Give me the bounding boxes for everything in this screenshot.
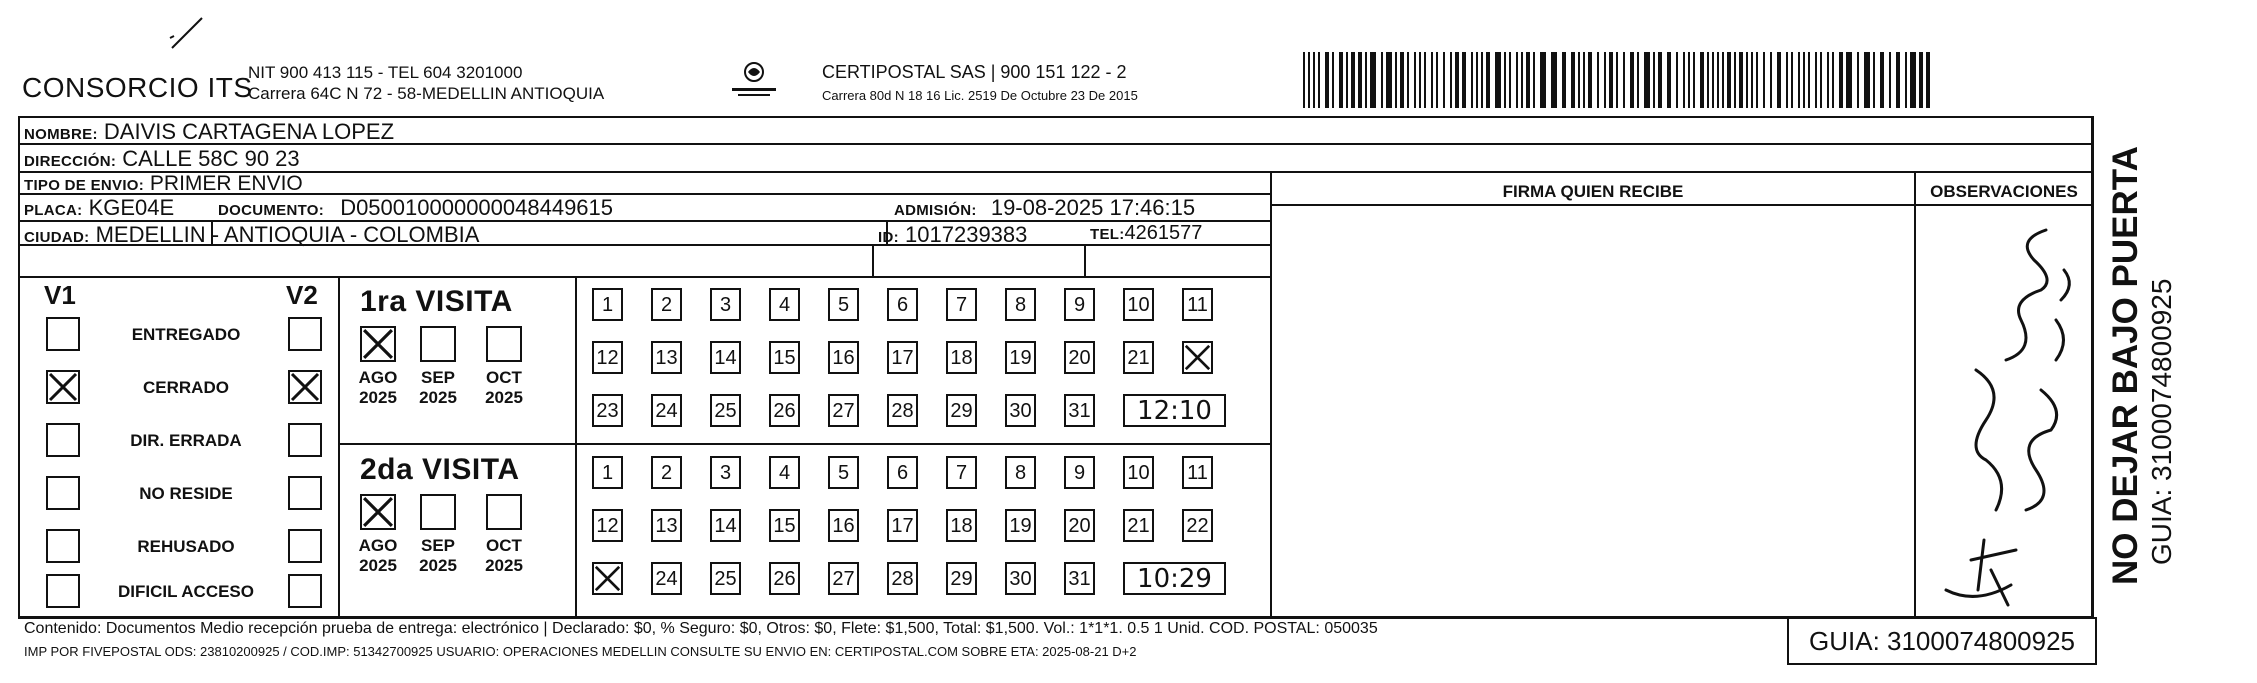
barcode-bar: [1424, 52, 1426, 108]
firma-header: FIRMA QUIEN RECIBE: [1502, 182, 1684, 201]
visita1-day-box[interactable]: 7: [946, 288, 977, 321]
footer-imp: IMP POR FIVEPOSTAL ODS: 23810200925 / COD.IMP: 51342700925 USUARIO: OPERACIONES MEDELLIN CONSULTE SU ENVIO EN: CERTIPOSTAL.COM SOBRE ETA: 2025-08-21 D+2: [24, 644, 1137, 659]
barcode-bar: [1832, 52, 1834, 108]
x-mark-icon: [362, 496, 394, 528]
admision-value: 19-08-2025 17:46:15: [990, 195, 1196, 220]
status-label: REHUSADO: [137, 537, 235, 556]
barcode-bar: [1495, 52, 1501, 108]
pen-mark: [168, 14, 208, 54]
barcode-bar: [1857, 52, 1859, 108]
visita2-day-box[interactable]: 28: [887, 562, 918, 595]
barcode-bar: [1873, 52, 1875, 108]
visita2-day-box[interactable]: 1: [592, 456, 623, 489]
side-guia: GUIA: 3100074800925: [2146, 278, 2177, 565]
certipostal-line2: Carrera 80d N 18 16 Lic. 2519 De Octubre 23 De 2015: [822, 88, 1138, 103]
visita2-day-box[interactable]: 24: [651, 562, 682, 595]
barcode-bar: [1504, 52, 1506, 108]
barcode-bar: [1777, 52, 1781, 108]
visita1-day-box[interactable]: 9: [1064, 288, 1095, 321]
barcode-bar: [1551, 52, 1557, 108]
visita2-day-box[interactable]: 20: [1064, 509, 1095, 542]
x-mark-icon: [48, 372, 78, 402]
visita1-day-box[interactable]: 18: [946, 341, 977, 374]
id-label: ID:: [878, 229, 899, 246]
v1-label: V1: [44, 280, 76, 310]
visita1-day-box[interactable]: 20: [1064, 341, 1095, 374]
barcode-bar: [1526, 52, 1530, 108]
visita2-day-box[interactable]: 12: [592, 509, 623, 542]
v1-checkbox[interactable]: [46, 574, 80, 608]
visita1-day-box[interactable]: 11: [1182, 288, 1213, 321]
visita1-month-label: [353, 368, 403, 408]
visita2-day-box[interactable]: 19: [1005, 509, 1036, 542]
certipostal-logo: [718, 58, 790, 102]
barcode-bar: [1346, 52, 1348, 108]
barcode-bar: [1578, 52, 1580, 108]
visita2-day-box[interactable]: 17: [887, 509, 918, 542]
barcode-bar: [1910, 52, 1916, 108]
barcode-bar: [1471, 52, 1473, 108]
documento-label: DOCUMENTO:: [218, 202, 325, 219]
visita1-month-label: [413, 368, 463, 408]
visita2-day-box[interactable]: 30: [1005, 562, 1036, 595]
barcode-bar: [1303, 52, 1305, 108]
side-notice: NO DEJAR BAJO PUERTA: [2106, 146, 2145, 585]
barcode-bar: [1919, 52, 1923, 108]
barcode-bar: [1808, 52, 1810, 108]
barcode-bar: [1588, 52, 1592, 108]
barcode-bar: [1450, 52, 1452, 108]
visita2-day-box[interactable]: 31: [1064, 562, 1095, 595]
barcode-bar: [1540, 52, 1546, 108]
address-line: Carrera 64C N 72 - 58-MEDELLIN ANTIOQUIA: [248, 84, 605, 103]
barcode-bar: [1571, 52, 1575, 108]
barcode-bar: [1791, 52, 1793, 108]
v2-checkbox[interactable]: [288, 476, 322, 510]
visita1-day-box[interactable]: 1: [592, 288, 623, 321]
visita2-day-box[interactable]: 8: [1005, 456, 1036, 489]
barcode-bar: [1763, 52, 1765, 108]
visita1-day-box[interactable]: 15: [769, 341, 800, 374]
ciudad-label: CIUDAD:: [24, 229, 90, 246]
visita1-day-box[interactable]: 21: [1123, 341, 1154, 374]
barcode-bar: [1926, 52, 1930, 108]
barcode-bar: [1667, 52, 1671, 108]
barcode-bar: [1798, 52, 1800, 108]
visita2-day-box[interactable]: 5: [828, 456, 859, 489]
barcode-bar: [1676, 52, 1678, 108]
barcode-bar: [1339, 52, 1343, 108]
visita1-title: 1ra VISITA: [360, 285, 513, 318]
tel-value: 4261577: [1124, 222, 1203, 244]
tipo-value: PRIMER ENVIO: [149, 172, 303, 195]
nit-line: NIT 900 413 115 - TEL 604 3201000: [248, 63, 523, 82]
barcode-bar: [1481, 52, 1483, 108]
x-mark-icon: [290, 372, 320, 402]
visita2-day-box[interactable]: 6: [887, 456, 918, 489]
barcode-bar: [1332, 52, 1334, 108]
barcode-bar: [1786, 52, 1788, 108]
barcode-bar: [1880, 52, 1884, 108]
barcode-bar: [1896, 52, 1900, 108]
visita2-month-label: [479, 536, 529, 576]
visita2-day-box[interactable]: 2: [651, 456, 682, 489]
barcode-bar: [1381, 52, 1383, 108]
barcode-bar: [1351, 52, 1355, 108]
barcode-bar: [1358, 52, 1362, 108]
visita1-day-box[interactable]: 3: [710, 288, 741, 321]
observaciones-header: OBSERVACIONES: [1930, 182, 2078, 201]
certipostal-info: [822, 60, 1138, 108]
tel-row: [1090, 222, 1202, 245]
status-label: CERRADO: [143, 378, 229, 397]
barcode-bar: [1712, 52, 1714, 108]
v1-checkbox[interactable]: [46, 370, 80, 404]
barcode: [1303, 52, 1938, 108]
visita2-day-box[interactable]: 25: [710, 562, 741, 595]
visita2-day-box[interactable]: 3: [710, 456, 741, 489]
v1-checkbox[interactable]: [46, 476, 80, 510]
visita1-day-box[interactable]: 27: [828, 394, 859, 427]
visita2-day-box[interactable]: 4: [769, 456, 800, 489]
barcode-bar: [1419, 52, 1421, 108]
visita1-day-box[interactable]: 17: [887, 341, 918, 374]
barcode-bar: [1839, 52, 1843, 108]
barcode-bar: [1318, 52, 1320, 108]
visita1-day-box[interactable]: 12: [592, 341, 623, 374]
barcode-bar: [1717, 52, 1719, 108]
barcode-bar: [1370, 52, 1376, 108]
visita2-day-box[interactable]: 27: [828, 562, 859, 595]
v2-checkbox[interactable]: [288, 423, 322, 457]
barcode-bar: [1395, 52, 1397, 108]
barcode-bar: [1609, 52, 1613, 108]
barcode-bar: [1905, 52, 1907, 108]
visita2-day-box[interactable]: 29: [946, 562, 977, 595]
barcode-bar: [1803, 52, 1805, 108]
visita2-day-box[interactable]: 15: [769, 509, 800, 542]
direccion-value: CALLE 58C 90 23: [122, 146, 300, 171]
visita1-day-box[interactable]: 8: [1005, 288, 1036, 321]
barcode-bar: [1827, 52, 1829, 108]
barcode-bar: [1846, 52, 1852, 108]
v1-checkbox[interactable]: [46, 317, 80, 351]
documento-row: [218, 195, 613, 221]
visita2-day-box[interactable]: 10: [1123, 456, 1154, 489]
status-label: DIR. ERRADA: [130, 431, 242, 450]
v2-checkbox[interactable]: [288, 370, 322, 404]
x-mark-icon: [1184, 343, 1211, 372]
month-name: AGO: [358, 368, 398, 387]
month-name: OCT: [486, 536, 522, 555]
barcode-bar: [1700, 52, 1704, 108]
barcode-bar: [1308, 52, 1310, 108]
visita1-day-box[interactable]: 26: [769, 394, 800, 427]
barcode-bar: [1476, 52, 1478, 108]
barcode-bar: [1644, 52, 1650, 108]
visita1-day-box[interactable]: 13: [651, 341, 682, 374]
status-label: NO RESIDE: [139, 484, 233, 503]
barcode-bar: [1455, 52, 1459, 108]
barcode-bar: [1727, 52, 1731, 108]
ciudad-row: [24, 222, 479, 248]
visita2-day-box[interactable]: 7: [946, 456, 977, 489]
visita1-day-box[interactable]: 19: [1005, 341, 1036, 374]
visita2-month-label: [413, 536, 463, 576]
company-info: [248, 62, 604, 104]
ciudad-value: MEDELLIN - ANTIOQUIA - COLOMBIA: [95, 222, 480, 247]
barcode-bar: [1516, 52, 1518, 108]
barcode-bar: [1386, 52, 1392, 108]
visita1-day-box[interactable]: 29: [946, 394, 977, 427]
visita2-day-box[interactable]: 16: [828, 509, 859, 542]
id-row: [878, 222, 1027, 248]
visita1-day-box[interactable]: 31: [1064, 394, 1095, 427]
visita2-time-box[interactable]: 10:29: [1123, 562, 1226, 595]
barcode-bar: [1688, 52, 1690, 108]
direccion-label: DIRECCIÓN:: [24, 153, 117, 170]
barcode-bar: [1751, 52, 1753, 108]
x-mark-icon: [594, 564, 621, 593]
visita1-day-box[interactable]: 28: [887, 394, 918, 427]
visita1-day-box[interactable]: 10: [1123, 288, 1154, 321]
visita1-time-box[interactable]: 12:10: [1123, 394, 1226, 427]
barcode-bar: [1756, 52, 1758, 108]
barcode-bar: [1637, 52, 1639, 108]
barcode-bar: [1436, 52, 1438, 108]
barcode-bar: [1533, 52, 1535, 108]
v1-checkbox[interactable]: [46, 529, 80, 563]
visita2-day-box[interactable]: 26: [769, 562, 800, 595]
month-name: AGO: [358, 536, 398, 555]
barcode-bar: [1604, 52, 1606, 108]
month-year: 2025: [359, 388, 397, 407]
barcode-bar: [1407, 52, 1409, 108]
month-year: 2025: [485, 388, 523, 407]
placa-value: KGE04E: [88, 195, 175, 220]
recipient-signature: [1916, 210, 2092, 615]
visita1-month-checkbox[interactable]: [360, 326, 396, 362]
month-name: SEP: [420, 536, 456, 555]
barcode-bar: [1431, 52, 1433, 108]
month-name: SEP: [420, 368, 456, 387]
id-value: 1017239383: [905, 222, 1028, 247]
placa-row: [24, 195, 174, 221]
barcode-bar: [1562, 52, 1566, 108]
x-mark-icon: [362, 328, 394, 360]
visita2-month-checkbox[interactable]: [420, 494, 456, 530]
visita2-month-checkbox[interactable]: [360, 494, 396, 530]
barcode-bar: [1653, 52, 1655, 108]
v2-label: V2: [286, 280, 318, 310]
barcode-bar: [1583, 52, 1585, 108]
barcode-bar: [1693, 52, 1695, 108]
visita1-day-box[interactable]: 14: [710, 341, 741, 374]
barcode-bar: [1815, 52, 1817, 108]
nombre-value: DAIVIS CARTAGENA LOPEZ: [103, 119, 395, 144]
visita2-day-box[interactable]: 9: [1064, 456, 1095, 489]
nombre-label: NOMBRE:: [24, 126, 98, 143]
barcode-bar: [1683, 52, 1685, 108]
visita2-day-box[interactable]: 14: [710, 509, 741, 542]
visita2-title: 2da VISITA: [360, 453, 520, 486]
visita2-month-label: [353, 536, 403, 576]
v2-checkbox[interactable]: [288, 529, 322, 563]
visita1-day-box[interactable]: 6: [887, 288, 918, 321]
visita2-day-box[interactable]: 13: [651, 509, 682, 542]
tipo-row: [24, 172, 303, 196]
visita2-day-box[interactable]: [592, 562, 623, 595]
visita1-day-box[interactable]: 30: [1005, 394, 1036, 427]
barcode-bar: [1400, 52, 1404, 108]
barcode-bar: [1313, 52, 1315, 108]
barcode-bar: [1722, 52, 1724, 108]
visita1-day-box[interactable]: 23: [592, 394, 623, 427]
barcode-bar: [1486, 52, 1490, 108]
month-name: OCT: [486, 368, 522, 387]
documento-value: D050010000000048449615: [340, 195, 614, 220]
tel-label: TEL:: [1090, 226, 1125, 243]
visita1-day-box[interactable]: 4: [769, 288, 800, 321]
barcode-bar: [1616, 52, 1618, 108]
tipo-label: TIPO DE ENVIO:: [24, 177, 145, 194]
barcode-bar: [1365, 52, 1367, 108]
barcode-bar: [1746, 52, 1748, 108]
visita1-day-box[interactable]: 16: [828, 341, 859, 374]
admision-row: [894, 195, 1195, 221]
month-year: 2025: [359, 556, 397, 575]
barcode-bar: [1462, 52, 1466, 108]
certipostal-line1: CERTIPOSTAL SAS | 900 151 122 - 2: [822, 62, 1127, 82]
barcode-bar: [1509, 52, 1511, 108]
v2-checkbox[interactable]: [288, 317, 322, 351]
v2-checkbox[interactable]: [288, 574, 322, 608]
admision-label: ADMISIÓN:: [894, 202, 977, 219]
month-year: 2025: [419, 556, 457, 575]
footer-content: Contenido: Documentos Medio recepción prueba de entrega: electrónico | Declarado: $0, % Seguro: $0, Otros: $0, Flete: $1,500, Total: $1,500. Vol.: 1*1*1. 0.5 1 Unid. COD. POSTAL: 050035: [24, 620, 1378, 637]
barcode-bar: [1770, 52, 1772, 108]
company-name: CONSORCIO ITS: [22, 72, 253, 103]
barcode-bar: [1414, 52, 1416, 108]
visita1-month-label: [479, 368, 529, 408]
visita1-day-box[interactable]: [1182, 341, 1213, 374]
direccion-row: [24, 146, 300, 172]
guia-box: GUIA: 3100074800925: [1787, 617, 2097, 665]
status-label: DIFICIL ACCESO: [117, 582, 254, 601]
visita2-day-box[interactable]: 21: [1123, 509, 1154, 542]
visita2-month-checkbox[interactable]: [486, 494, 522, 530]
barcode-bar: [1707, 52, 1709, 108]
nombre-row: [24, 119, 394, 145]
barcode-bar: [1521, 52, 1523, 108]
month-year: 2025: [419, 388, 457, 407]
visita1-day-box[interactable]: 25: [710, 394, 741, 427]
month-year: 2025: [485, 556, 523, 575]
placa-label: PLACA:: [24, 202, 83, 219]
barcode-bar: [1864, 52, 1870, 108]
barcode-bar: [1820, 52, 1822, 108]
barcode-bar: [1443, 52, 1445, 108]
barcode-bar: [1739, 52, 1743, 108]
visita2-day-box[interactable]: 18: [946, 509, 977, 542]
visita2-day-box[interactable]: 11: [1182, 456, 1213, 489]
barcode-bar: [1734, 52, 1736, 108]
visita1-month-checkbox[interactable]: [420, 326, 456, 362]
barcode-bar: [1325, 52, 1329, 108]
barcode-bar: [1658, 52, 1662, 108]
barcode-bar: [1597, 52, 1599, 108]
barcode-bar: [1630, 52, 1634, 108]
visita1-day-box[interactable]: 2: [651, 288, 682, 321]
status-label: ENTREGADO: [131, 325, 241, 344]
visita1-month-checkbox[interactable]: [486, 326, 522, 362]
visita1-day-box[interactable]: 24: [651, 394, 682, 427]
v1-checkbox[interactable]: [46, 423, 80, 457]
visita2-day-box[interactable]: 22: [1182, 509, 1213, 542]
visita1-day-box[interactable]: 5: [828, 288, 859, 321]
barcode-bar: [1889, 52, 1891, 108]
barcode-bar: [1623, 52, 1625, 108]
